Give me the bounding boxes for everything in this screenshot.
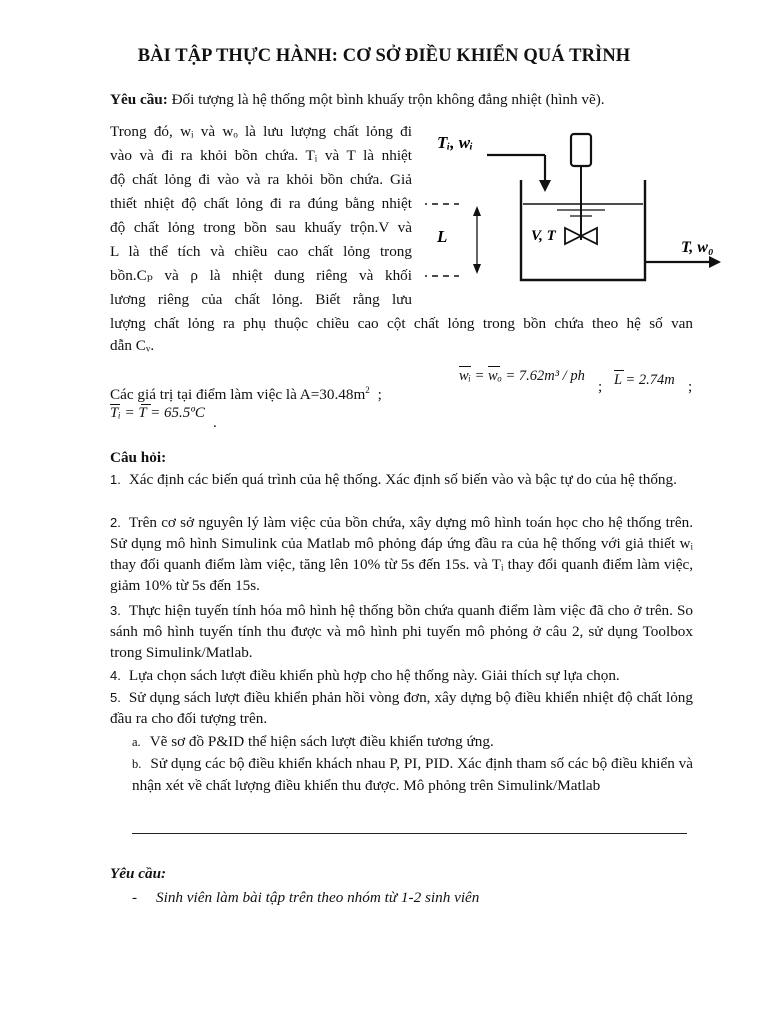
height-label: L xyxy=(437,227,448,246)
description-line: thiết nhiệt độ chất lỏng đi ra đúng bằng nhiệt xyxy=(110,195,412,212)
motor-icon xyxy=(571,134,591,166)
footer-label: Yêu cầu: xyxy=(110,865,167,882)
divider xyxy=(132,833,687,834)
description-line: bồn.Cₚ và ρ là nhiệt dung riêng và khối xyxy=(110,267,412,284)
outlet-arrow-icon xyxy=(709,256,721,268)
inlet-label: Tᵢ, wᵢ xyxy=(437,133,473,152)
operating-point-lead: Các giá trị tại điểm làm việc là $A=30.48m^2$ ; xyxy=(110,385,382,404)
question-item: 4. Lựa chọn sách lượt điều khiển phù hợp cho hệ thống này. Giải thích sự lựa chọn. xyxy=(110,667,620,684)
sub-question-item: a. Vẽ sơ đồ P&ID thể hiện sách lượt điều khiển tương ứng. xyxy=(132,733,494,750)
flow-value: wᵢ = wₒ = 7.62m³ / ph xyxy=(459,368,585,384)
tank-label: V, T xyxy=(531,228,556,244)
requirement-text: Đối tượng là hệ thống một bình khuấy trộn không đẳng nhiệt (hình vẽ). xyxy=(167,91,605,108)
separator: ; xyxy=(688,378,693,395)
inlet-arrow-icon xyxy=(539,180,551,192)
requirement-line xyxy=(110,90,605,110)
question-item: 2. Trên cơ sở nguyên lý làm việc của bồn chứa, xây dựng mô hình toán học cho hệ thống trên. Sử dụng mô hình Simulink của Matlab mô phỏng đáp ứng đầu ra của hệ thống với giả thiết wᵢ thay đổi quanh điểm làm việc, tăng lên 10% từ 5s đến 15s. và Tᵢ thay đổi quanh điểm làm việc, giảm 10% từ 5s đến 15s. xyxy=(110,514,693,594)
description-line: độ chất lỏng trong bồn sau khuấy trộn.V và xyxy=(110,219,412,236)
description-line: L là thể tích và chiều cao chất lỏng trong xyxy=(110,243,412,260)
description-line: lượng chất lỏng ra phụ thuộc chiều cao cột chất lỏng trong bồn chứa theo hệ số van xyxy=(110,315,693,332)
sub-question-item: b. Sử dụng các bộ điều khiển khách nhau P, PI, PID. Xác định tham số các bộ điều khiển và nhận xét về chất lượng điều khiển thu được. Mô phỏng trên Simulink/Matlab xyxy=(132,755,693,794)
question-item: 3. Thực hiện tuyến tính hóa mô hình hệ thống bồn chứa quanh điểm làm việc đã cho ở trên. So sánh mô hình tuyến tính thu được và mô hình phi tuyến mô phỏng ở câu 2, sử dụng Toolbox trong Simulink/Matlab. xyxy=(110,602,693,661)
question-item: 5. Sử dụng sách lượt điều khiển phản hồi vòng đơn, xây dựng bộ điều khiển nhiệt độ chất lỏng đầu ra cho đối tượng trên. xyxy=(110,689,693,727)
description-line: vào và đi ra khỏi bồn chứa. Tᵢ và T là nhiệt xyxy=(110,147,412,164)
temperature-value: Tᵢ = T = 65.5ºC xyxy=(110,405,205,421)
page-title: BÀI TẬP THỰC HÀNH: CƠ SỞ ĐIỀU KHIỂN QUÁ TRÌNH xyxy=(137,46,631,66)
description-line: lương riêng của chất lỏng. Biết rằng lưu xyxy=(110,291,412,308)
description-line: Trong đó, wᵢ và wₒ là lưu lượng chất lỏng đi xyxy=(110,123,412,140)
level-value: L = 2.74m xyxy=(614,372,675,388)
questions-label: Câu hỏi: xyxy=(110,449,167,466)
impeller-icon xyxy=(565,228,581,244)
description-line: độ chất lỏng đi vào và ra khỏi bồn chứa. Giả xyxy=(110,171,412,188)
requirement-label: Yêu cầu: xyxy=(110,91,168,108)
footer-dash: - xyxy=(132,889,138,906)
separator: ; xyxy=(598,378,603,395)
mixing-tank-diagram xyxy=(425,124,725,292)
description-line: dẫn Cᵥ. xyxy=(110,337,155,354)
footer-item: Sinh viên làm bài tập trên theo nhóm từ 1-2 sinh viên xyxy=(156,889,480,906)
period: . xyxy=(213,414,217,431)
outlet-label: T, w₀ xyxy=(681,239,714,256)
question-item: 1. Xác định các biến quá trình của hệ thống. Xác định số biến vào và bậc tự do của hệ thống. xyxy=(110,471,677,488)
